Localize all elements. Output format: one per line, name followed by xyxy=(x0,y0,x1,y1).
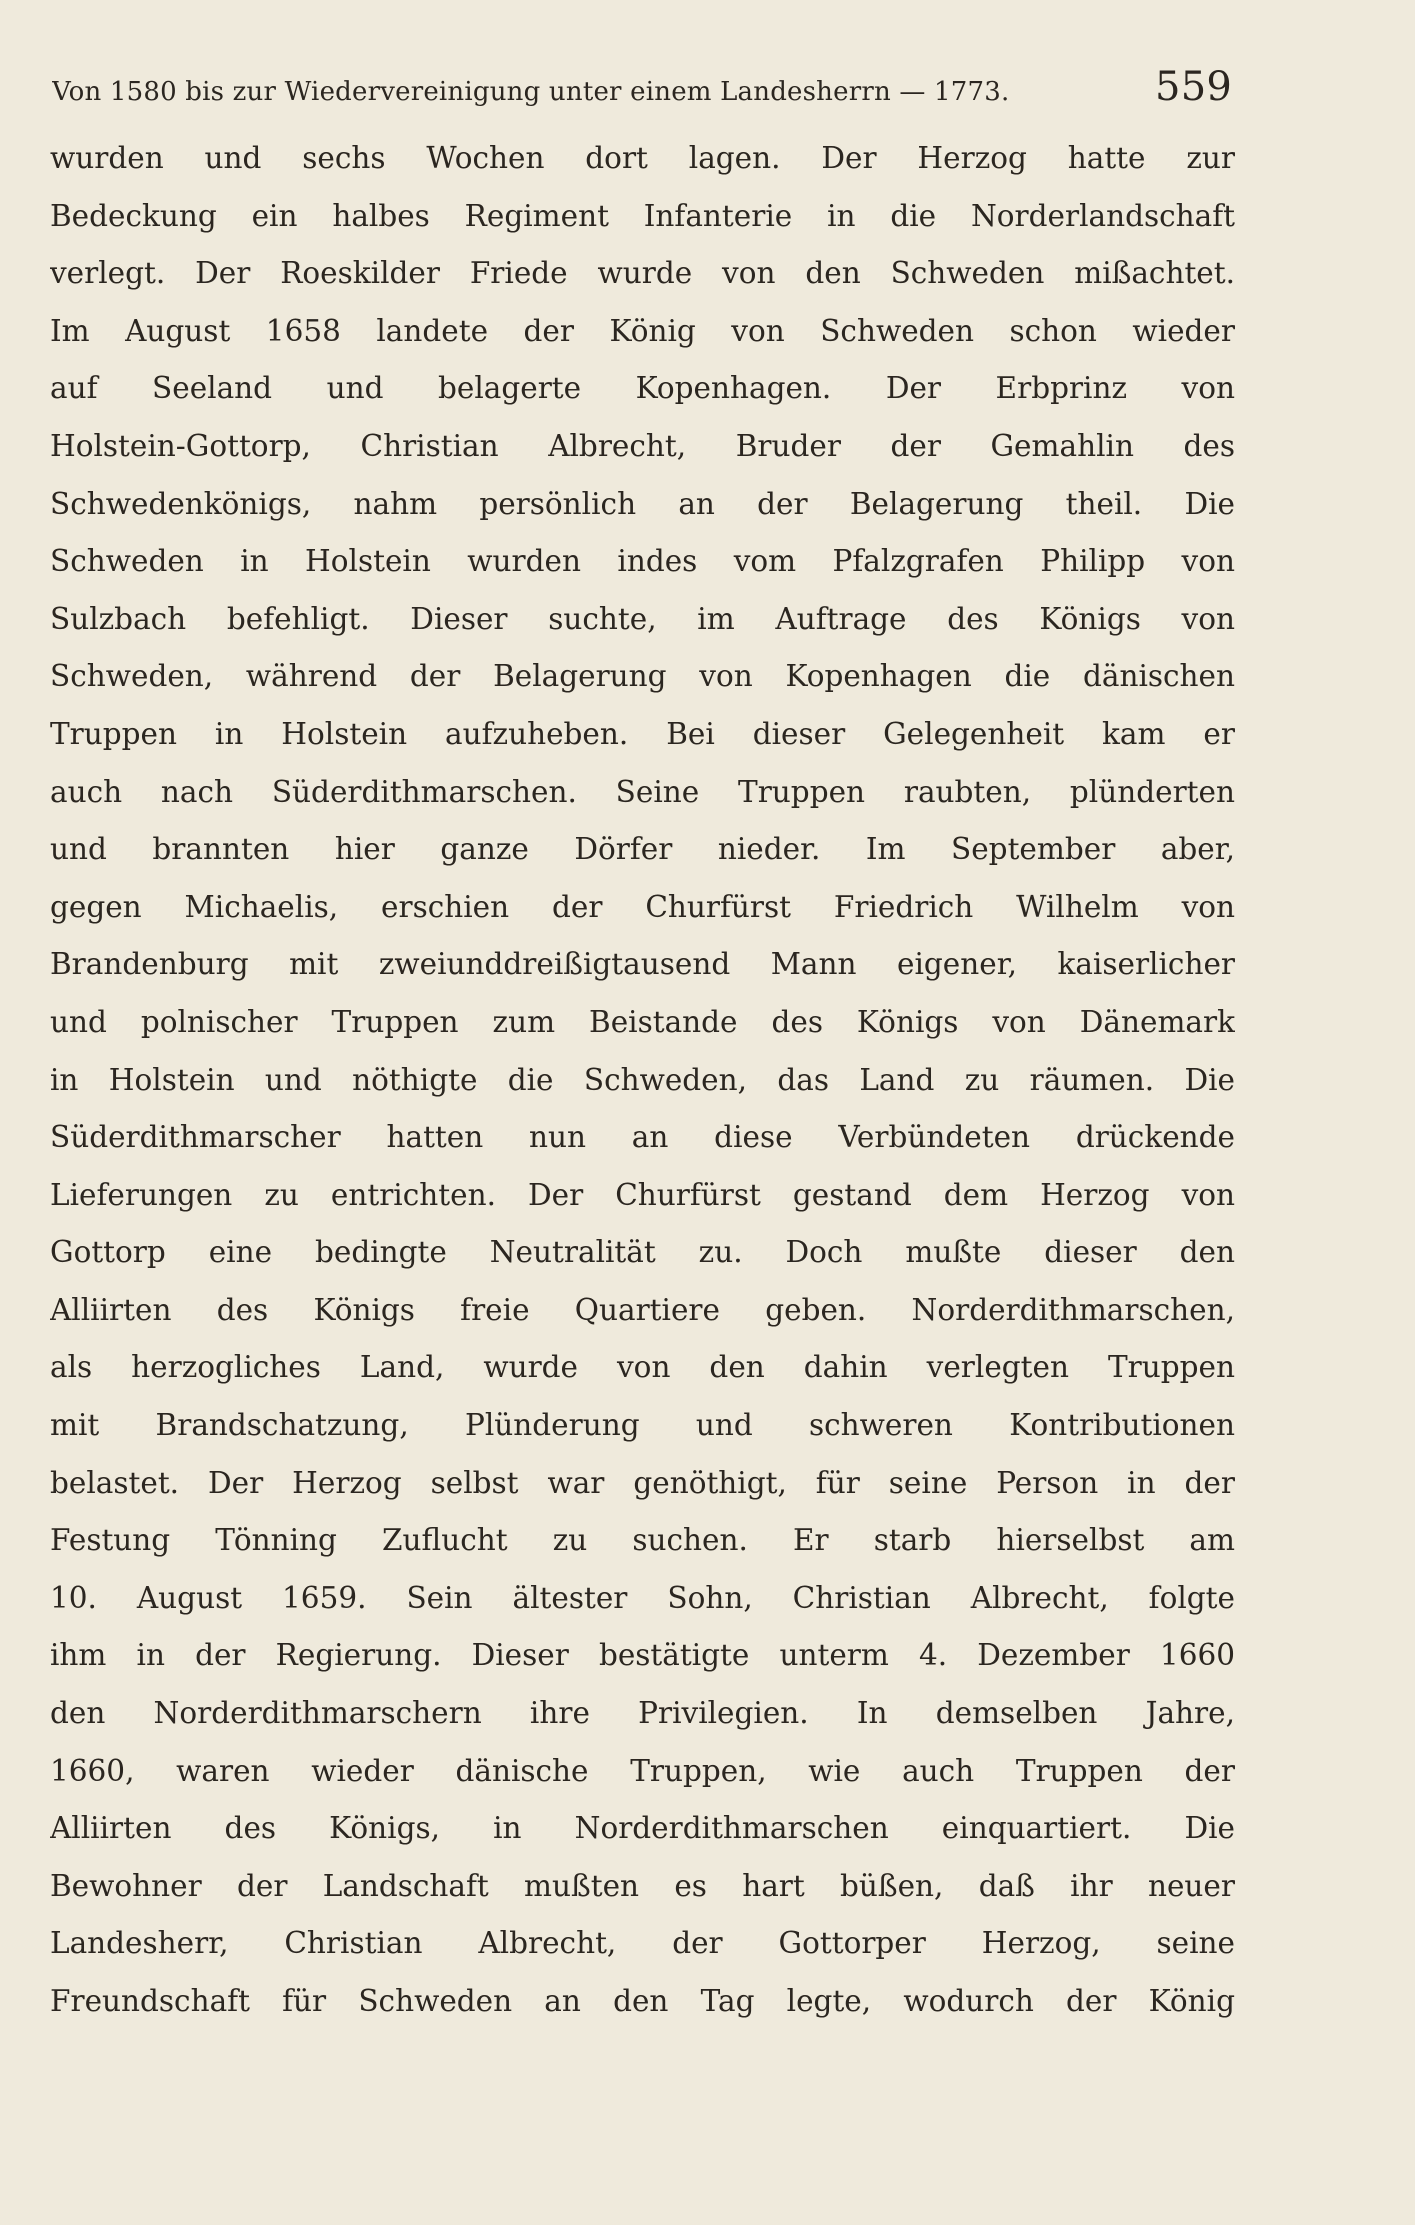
text-line: Schwedenkönigs, nahm persönlich an der Belagerung theil. Die xyxy=(50,486,1235,521)
text-line: auf Seeland und belagerte Kopenhagen. Der Erbprinz von xyxy=(50,371,1235,406)
text-line: den Norderdithmarschern ihre Privilegien. In demselben Jahre, xyxy=(50,1696,1235,1731)
text-line: wurden und sechs Wochen dort lagen. Der Herzog hatte zur xyxy=(50,141,1235,175)
text-line: Bewohner der Landschaft mußten es hart büßen, daß ihr neuer xyxy=(50,1868,1235,1903)
text-line: verlegt. Der Roeskilder Friede wurde von den Schweden mißachtet. xyxy=(50,256,1235,291)
text-line: Brandenburg mit zweiunddreißigtausend Mann eigener, kaiserlicher xyxy=(50,947,1235,982)
text-line: Freundschaft für Schweden an den Tag legte, wodurch der König xyxy=(50,1984,1235,2018)
text-line: Süderdithmarscher hatten nun an diese Verbündeten drückende xyxy=(50,1120,1235,1155)
text-line: Im August 1658 landete der König von Schweden schon wieder xyxy=(50,313,1235,348)
text-line: Landesherr, Christian Albrecht, der Gottorper Herzog, seine xyxy=(50,1926,1235,1961)
text-line: ihm in der Regierung. Dieser bestätigte unterm 4. Dezember 1660 xyxy=(50,1638,1235,1673)
text-line: 1660, waren wieder dänische Truppen, wie auch Truppen der xyxy=(50,1753,1235,1788)
text-line: in Holstein und nöthigte die Schweden, das Land zu räumen. Die xyxy=(50,1062,1235,1097)
running-head xyxy=(52,64,1232,114)
text-line: Lieferungen zu entrichten. Der Churfürst gestand dem Herzog von xyxy=(50,1177,1235,1212)
body-text xyxy=(50,130,1235,2031)
text-line: belastet. Der Herzog selbst war genöthigt, für seine Person in der xyxy=(50,1465,1235,1500)
text-line: Sulzbach befehligt. Dieser suchte, im Auftrage des Königs von xyxy=(50,601,1235,636)
running-title: Von 1580 bis zur Wiedervereinigung unter einem Landesherrn — 1773. xyxy=(52,77,1010,107)
text-line: Schweden, während der Belagerung von Kopenhagen die dänischen xyxy=(50,659,1235,694)
text-line: als herzogliches Land, wurde von den dahin verlegten Truppen xyxy=(50,1350,1235,1385)
text-line: gegen Michaelis, erschien der Churfürst Friedrich Wilhelm von xyxy=(50,889,1235,924)
text-line: Alliirten des Königs freie Quartiere geben. Norderdithmarschen, xyxy=(50,1292,1235,1327)
text-line: Bedeckung ein halbes Regiment Infanterie in die Norderlandschaft xyxy=(50,198,1235,233)
text-line: mit Brandschatzung, Plünderung und schweren Kontributionen xyxy=(50,1408,1235,1443)
text-line: und brannten hier ganze Dörfer nieder. Im September aber, xyxy=(50,832,1235,867)
text-line: Truppen in Holstein aufzuheben. Bei dieser Gelegenheit kam er xyxy=(50,716,1235,751)
text-line: 10. August 1659. Sein ältester Sohn, Christian Albrecht, folgte xyxy=(50,1580,1235,1615)
page-number: 559 xyxy=(1155,64,1232,110)
text-line: auch nach Süderdithmarschen. Seine Truppen raubten, plünderten xyxy=(50,774,1235,809)
text-line: und polnischer Truppen zum Beistande des Königs von Dänemark xyxy=(50,1004,1235,1039)
text-line: Festung Tönning Zuflucht zu suchen. Er starb hierselbst am xyxy=(50,1523,1235,1558)
text-line: Alliirten des Königs, in Norderdithmarschen einquartiert. Die xyxy=(50,1811,1235,1846)
text-line: Holstein-Gottorp, Christian Albrecht, Bruder der Gemahlin des xyxy=(50,428,1235,463)
text-line: Schweden in Holstein wurden indes vom Pfalzgrafen Philipp von xyxy=(50,544,1235,579)
text-line: Gottorp eine bedingte Neutralität zu. Doch mußte dieser den xyxy=(50,1235,1235,1270)
